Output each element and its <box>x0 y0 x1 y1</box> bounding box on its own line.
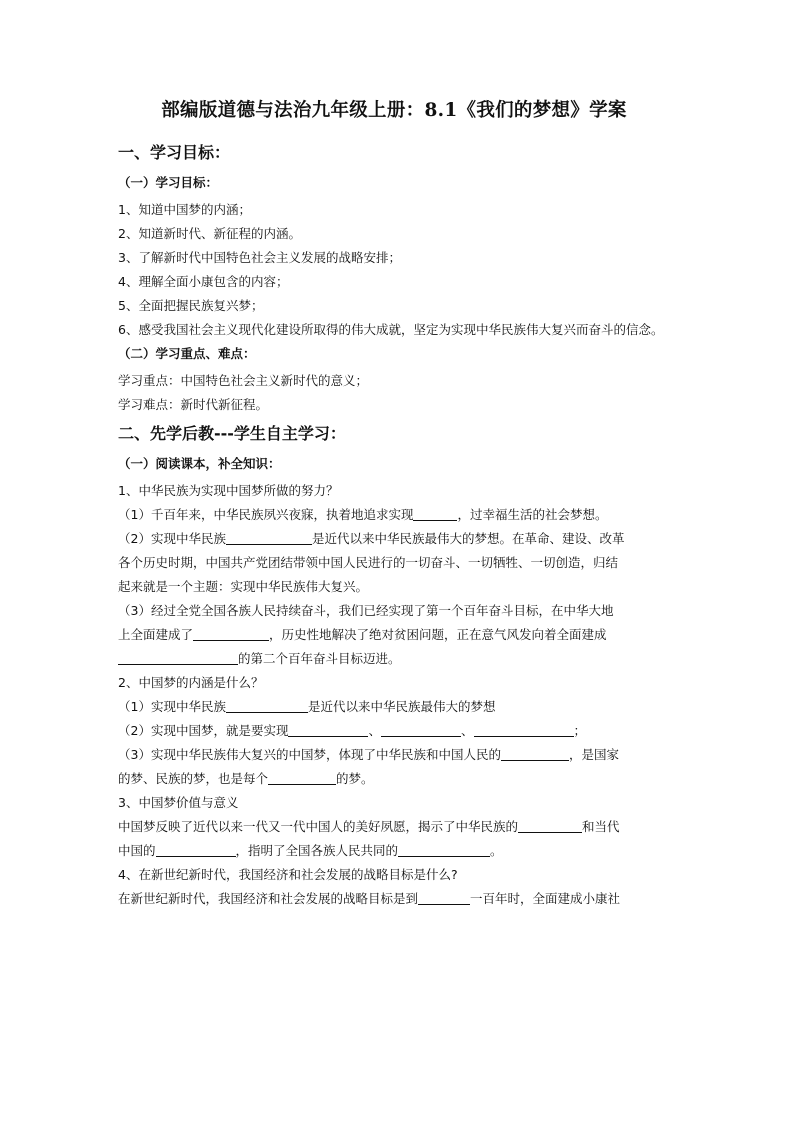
fill-blank[interactable] <box>226 530 312 545</box>
text-line <box>118 647 676 671</box>
text: 、 <box>368 723 381 738</box>
text: ，指明了全国各族人民共同的 <box>235 843 399 858</box>
objective-item: 4、理解全面小康包含的内容； <box>118 274 289 289</box>
text: 在新世纪新时代，我国经济和社会发展的战略目标是到 <box>118 891 419 906</box>
text: 的梦。 <box>336 771 374 786</box>
question-4: 4、在新世纪新时代，我国经济和社会发展的战略目标是什么? <box>118 867 458 882</box>
key-point: 学习重点：中国特色社会主义新时代的意义； <box>118 373 369 388</box>
section-2-heading: 二、先学后教---学生自主学习： <box>118 424 346 443</box>
text: （2）实现中国梦，就是要实现 <box>118 723 289 738</box>
objective-item: 6、感受我国社会主义现代化建设所取得的伟大成就，坚定为实现中华民族伟大复兴而奋斗的信念。 <box>118 322 664 337</box>
text: （1）千百年来，中华民族夙兴夜寐，执着地追求实现 <box>118 507 414 522</box>
text: （3）实现中华民族伟大复兴的中国梦，体现了中华民族和中国人民的 <box>118 747 501 762</box>
fill-blank[interactable] <box>288 722 368 737</box>
fill-blank[interactable] <box>156 842 236 857</box>
question-2-part-1 <box>118 695 676 719</box>
text: 是近代以来中华民族最伟大的梦想。在革命、建设、改革 <box>311 531 625 546</box>
text: 的第二个百年奋斗目标迈进。 <box>238 651 401 666</box>
objective-item: 3、了解新时代中国特色社会主义发展的战略安排； <box>118 250 401 265</box>
objective-item: 2、知道新时代、新征程的内涵。 <box>118 226 301 241</box>
text: ； <box>573 723 587 738</box>
fill-blank[interactable] <box>413 506 457 521</box>
fill-blank[interactable] <box>398 842 490 857</box>
question-1-part-2 <box>118 527 676 551</box>
fill-blank[interactable] <box>381 722 461 737</box>
objective-item: 5、全面把握民族复兴梦； <box>118 298 264 313</box>
document-title: 部编版道德与法治九年级上册：8.1《我们的梦想》学案 <box>161 100 627 121</box>
text: ，是国家 <box>568 747 619 762</box>
text: 、 <box>460 723 474 738</box>
question-4-text <box>118 887 676 911</box>
section-1-sub-objectives: （一）学习目标： <box>118 175 219 190</box>
text: 一百年时，全面建成小康社 <box>470 891 621 906</box>
fill-blank[interactable] <box>418 890 470 905</box>
text: ，过幸福生活的社会梦想。 <box>457 507 608 522</box>
fill-blank[interactable] <box>518 818 582 833</box>
question-1-part-1 <box>118 503 676 527</box>
text-line <box>118 767 676 791</box>
text: 中国的 <box>118 843 156 858</box>
text-line: 起来就是一个主题：实现中华民族伟大复兴。 <box>118 579 369 594</box>
fill-blank[interactable] <box>474 722 574 737</box>
fill-blank[interactable] <box>268 770 336 785</box>
objective-item: 1、知道中国梦的内涵； <box>118 202 251 217</box>
section-1-sub-keypoints: （二）学习重点、难点： <box>118 346 256 361</box>
section-2-sub-reading: （一）阅读课本，补全知识： <box>118 456 281 471</box>
question-3-text <box>118 815 676 839</box>
document-body <box>118 96 676 911</box>
text: 和当代 <box>582 819 620 834</box>
fill-blank[interactable] <box>118 650 238 665</box>
text-line <box>118 839 676 863</box>
text: 是近代以来中华民族最伟大的梦想 <box>307 699 496 714</box>
question-1: 1、中华民族为实现中国梦所做的努力？ <box>118 483 339 498</box>
text: 的梦、民族的梦，也是每个 <box>118 771 269 786</box>
text-line <box>118 623 676 647</box>
section-1-heading: 一、学习目标： <box>118 143 231 162</box>
text: 。 <box>490 843 503 858</box>
question-2: 2、中国梦的内涵是什么？ <box>118 675 264 690</box>
text: （1）实现中华民族 <box>118 699 226 714</box>
text: 上全面建成了 <box>118 627 194 642</box>
fill-blank[interactable] <box>226 698 308 713</box>
text: 中国梦反映了近代以来一代又一代中国人的美好夙愿，揭示了中华民族的 <box>118 819 519 834</box>
fill-blank[interactable] <box>501 746 569 761</box>
question-1-part-3: （3）经过全党全国各族人民持续奋斗，我们已经实现了第一个百年奋斗目标，在中华大地 <box>118 603 614 618</box>
question-2-part-3 <box>118 743 676 767</box>
question-3: 3、中国梦价值与意义 <box>118 795 239 810</box>
difficult-point: 学习难点：新时代新征程。 <box>118 397 269 412</box>
fill-blank[interactable] <box>193 626 269 641</box>
text: （2）实现中华民族 <box>118 531 226 546</box>
question-2-part-2 <box>118 719 676 743</box>
text: ，历史性地解决了绝对贫困问题，正在意气风发向着全面建成 <box>269 627 607 642</box>
text-line: 各个历史时期，中国共产党团结带领中国人民进行的一切奋斗、一切牺牲、一切创造，归结 <box>118 555 619 570</box>
